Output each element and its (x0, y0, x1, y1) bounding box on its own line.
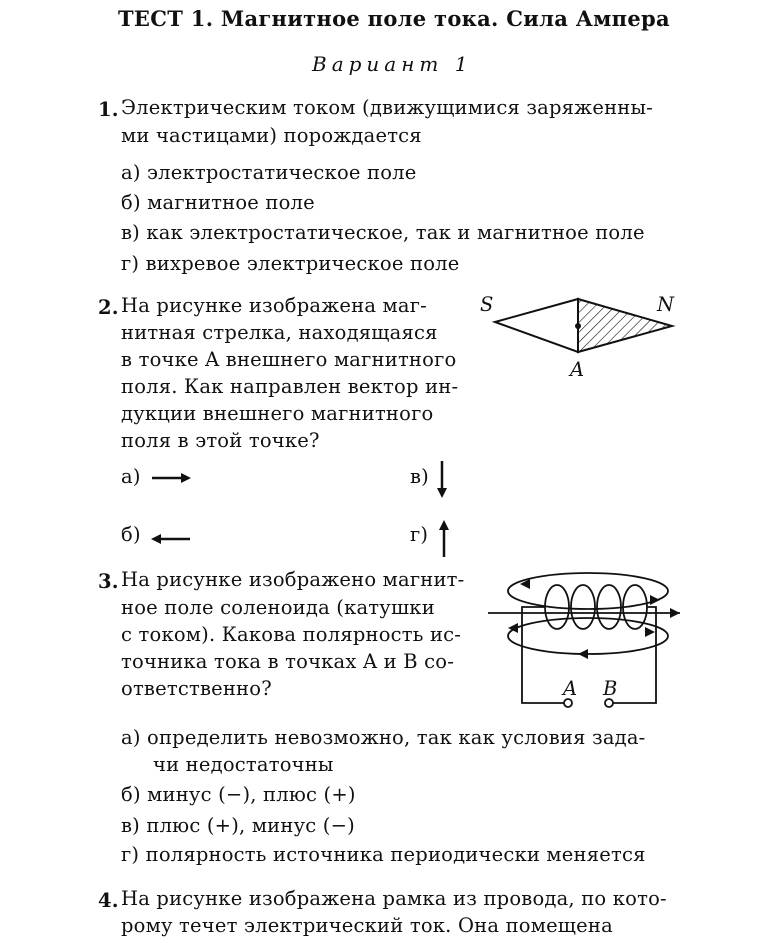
question-text-line: ответственно? (121, 677, 272, 700)
question-text-line: точника тока в точках A и B со- (121, 650, 455, 673)
needle-label-s: S (480, 293, 494, 316)
field-arrow (578, 649, 588, 659)
answer-option-g: г) (410, 523, 429, 546)
question-text-line: дукции внешнего магнитного (121, 402, 434, 425)
answer-option: в) плюс (+), минус (−) (121, 814, 355, 837)
question-number: 2. (98, 296, 119, 319)
question-number: 3. (98, 570, 119, 593)
page-title: ТЕСТ 1. Магнитное поле тока. Сила Ампера (118, 6, 670, 31)
question-text-line: поля в этой точке? (121, 429, 320, 452)
answer-option: а) определить невозможно, так как условия зада- (121, 726, 646, 749)
answer-option: в) как электростатическое, так и магнитное поле (121, 221, 645, 244)
needle-label-a: A (570, 358, 585, 381)
question-text-line: нитная стрелка, находящаяся (121, 321, 438, 344)
answer-option: г) полярность источника периодически меняется (121, 843, 646, 866)
answer-option: г) вихревое электрическое поле (121, 252, 460, 275)
question-text-line: На рисунке изображена рамка из провода, по кото- (121, 887, 667, 910)
terminal-a (564, 699, 572, 707)
field-arrow (670, 608, 680, 618)
question-number: 1. (98, 98, 119, 121)
answer-option-a: а) (121, 465, 141, 488)
question-text-line: поля. Как направлен вектор ин- (121, 375, 459, 398)
answer-option-b: б) (121, 523, 141, 546)
field-arrow (650, 595, 660, 605)
question-text-line: рому течет электрический ток. Она помещена (121, 914, 613, 937)
answer-option: б) магнитное поле (121, 191, 315, 214)
answer-option: а) электростатическое поле (121, 161, 417, 184)
question-text-line: ми частицами) порождается (121, 124, 422, 147)
coil-turn (571, 585, 595, 629)
field-arrow (645, 627, 655, 637)
question-text-line: Электрическим током (движущимися заряженны- (121, 96, 653, 119)
terminal-label-a: A (563, 677, 578, 700)
answer-option-v: в) (410, 465, 429, 488)
question-text-line: На рисунке изображено магнит- (121, 568, 465, 591)
terminal-b (605, 699, 613, 707)
needle-label-n: N (657, 293, 675, 316)
question-text-line: На рисунке изображена маг- (121, 294, 427, 317)
question-text-line: ное поле соленоида (катушки (121, 596, 435, 619)
variant-label: Вариант 1 (312, 52, 473, 76)
answer-option: б) минус (−), плюс (+) (121, 783, 356, 806)
answer-option: чи недостаточны (153, 753, 334, 776)
question-text-line: в точке A внешнего магнитного (121, 348, 457, 371)
question-number: 4. (98, 889, 119, 912)
question-text-line: с током). Какова полярность ис- (121, 623, 462, 646)
terminal-label-b: B (603, 677, 618, 700)
